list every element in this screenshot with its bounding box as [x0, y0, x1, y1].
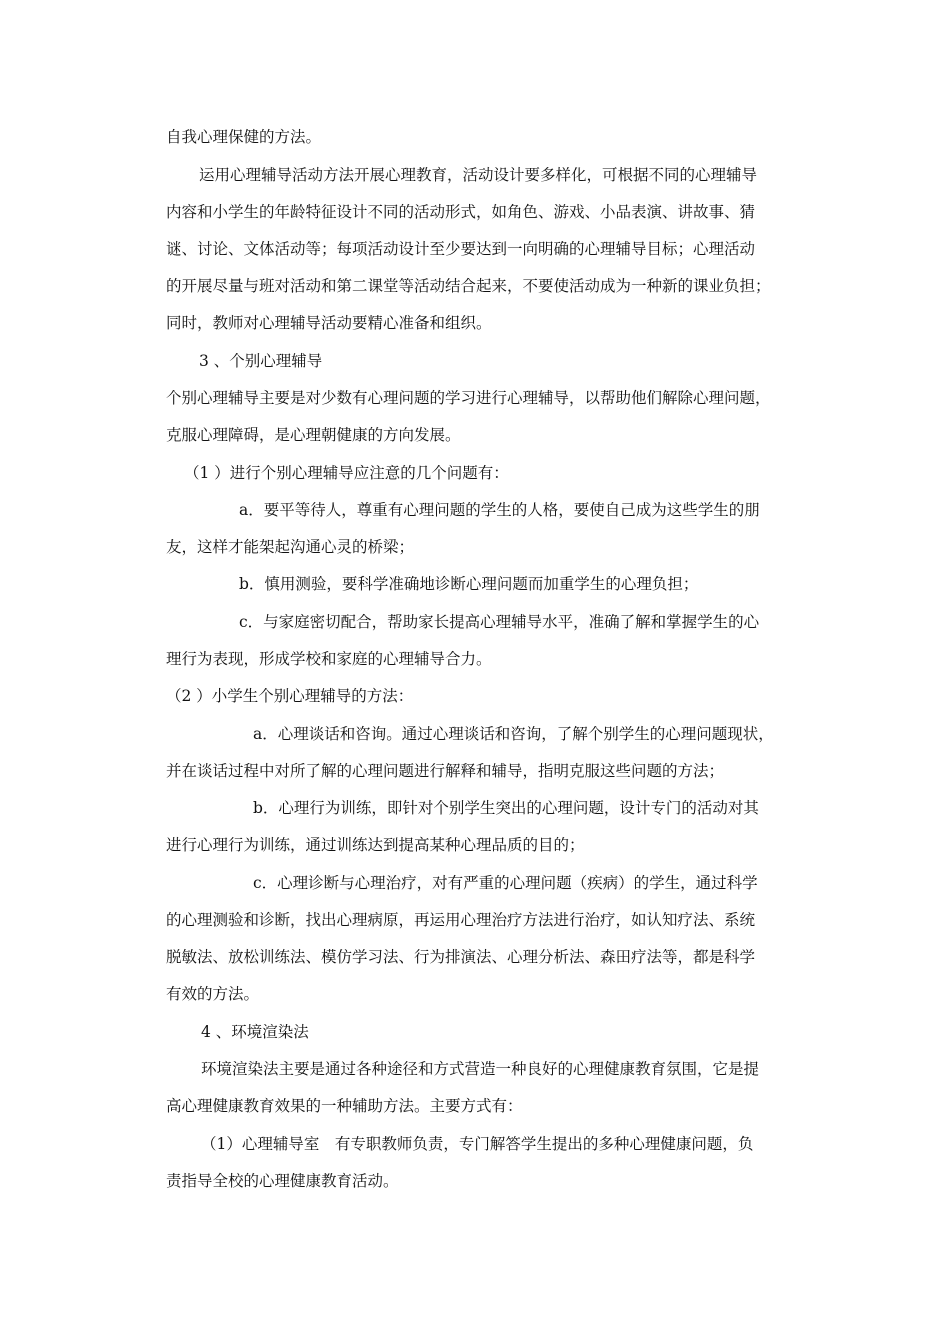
list-item-continuation: 进行心理行为训练，通过训练达到提高某种心理品质的目的；: [166, 836, 585, 854]
list-item: a．心理谈话和咨询。通过心理谈话和咨询，了解个别学生的心理问题现状，: [253, 725, 774, 743]
paragraph-line: 运用心理辅导活动方法开展心理教育，活动设计要多样化，可根据不同的心理辅导: [199, 166, 758, 184]
subheading: （2 ）小学生个别心理辅导的方法：: [166, 687, 414, 705]
list-item-continuation: 并在谈话过程中对所了解的心理问题进行解释和辅导，指明克服这些问题的方法；: [166, 762, 725, 780]
list-item: c．心理诊断与心理治疗，对有严重的心理问题（疾病）的学生，通过科学: [253, 874, 758, 892]
paragraph-line: 环境渲染法主要是通过各种途径和方式营造一种良好的心理健康教育氛围，它是提: [201, 1060, 760, 1078]
list-item-continuation: 责指导全校的心理健康教育活动。: [166, 1172, 399, 1190]
list-item: a．要平等待人，尊重有心理问题的学生的人格，要使自己成为这些学生的朋: [239, 501, 760, 519]
list-item: c．与家庭密切配合，帮助家长提高心理辅导水平，准确了解和掌握学生的心: [239, 613, 760, 631]
section-heading: 4 、环境渲染法: [201, 1023, 309, 1041]
list-item-continuation: 脱敏法、放松训练法、模仿学习法、行为排演法、心理分析法、森田疗法等，都是科学: [166, 948, 756, 966]
list-item-continuation: 理行为表现，形成学校和家庭的心理辅导合力。: [166, 650, 492, 668]
list-item-continuation: 有效的方法。: [166, 985, 260, 1003]
subheading: （1 ）进行个别心理辅导应注意的几个问题有：: [184, 464, 509, 482]
paragraph-line: 同时，教师对心理辅导活动要精心准备和组织。: [166, 314, 492, 332]
list-item: b．心理行为训练，即针对个别学生突出的心理问题，设计专门的活动对其: [253, 799, 759, 817]
section-heading: 3 、个别心理辅导: [199, 352, 323, 370]
list-item-continuation: 的心理测验和诊断，找出心理病原，再运用心理治疗方法进行治疗，如认知疗法、系统: [166, 911, 756, 929]
list-item: （1）心理辅导室 有专职教师负责，专门解答学生提出的多种心理健康问题，负: [201, 1135, 754, 1153]
list-item: b．慎用测验，要科学准确地诊断心理问题而加重学生的心理负担；: [239, 575, 699, 593]
paragraph-line: 的开展尽量与班对活动和第二课堂等活动结合起来，不要使活动成为一种新的课业负担；: [166, 277, 771, 295]
paragraph-line: 个别心理辅导主要是对少数有心理问题的学习进行心理辅导，以帮助他们解除心理问题，: [166, 389, 771, 407]
paragraph-line: 谜、讨论、文体活动等；每项活动设计至少要达到一向明确的心理辅导目标；心理活动: [166, 240, 756, 258]
paragraph-line: 克服心理障碍，是心理朝健康的方向发展。: [166, 426, 461, 444]
paragraph-line: 高心理健康教育效果的一种辅助方法。主要方式有：: [166, 1097, 523, 1115]
text-line: 自我心理保健的方法。: [166, 128, 322, 146]
paragraph-line: 内容和小学生的年龄特征设计不同的活动形式，如角色、游戏、小品表演、讲故事、猜: [166, 203, 756, 221]
list-item-continuation: 友，这样才能架起沟通心灵的桥梁；: [166, 538, 415, 556]
